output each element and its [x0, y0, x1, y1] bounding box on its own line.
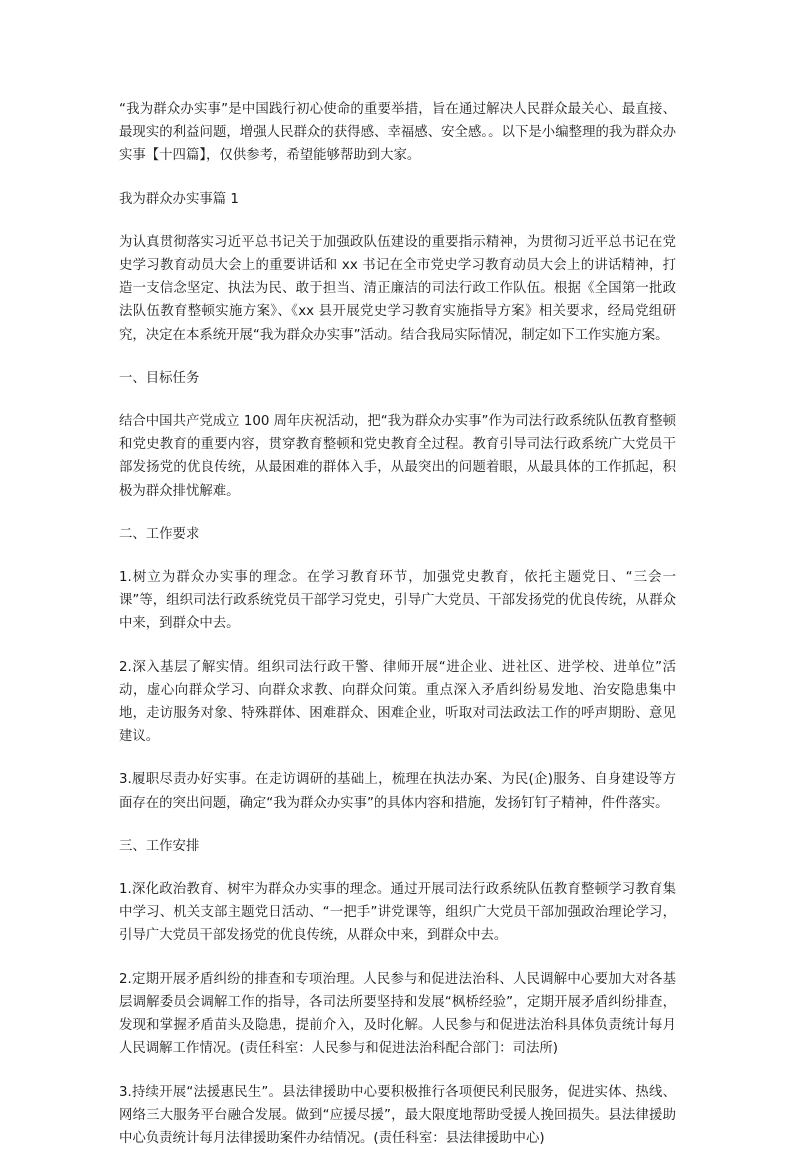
arrangement-item-1: 1.深化政治教育、树牢为群众办实事的理念。通过开展司法行政系统队伍教育整顿学习教育集中学习、机关支部主题党日活动、“一把手”讲党课等，组织广大党员干部加强政治理论学习，引导广大党员干部发扬党的优良传统，从群众中来，到群众中去。 — [119, 878, 676, 948]
document-page — [119, 98, 676, 1150]
background-paragraph: 为认真贯彻落实习近平总书记关于加强政队伍建设的重要指示精神，为贯彻习近平总书记在党史学习教育动员大会上的重要讲话和 xx 书记在全市党史学习教育动员大会上的讲话精神，打造一支信念坚定、执法为民、敢于担当、清正廉洁的司法行政工作队伍。根据《全国第一批政法队伍教育整顿实施方案》、《xx 县开展党史学习教育实施指导方案》相关要求，经局党组研究，决定在本系统开展“我为群众办实事”活动。结合我局实际情况，制定如下工作实施方案。 — [119, 231, 676, 347]
arrangement-item-3: 3.持续开展“法援惠民生”。县法律援助中心要积极推行各项便民利民服务，促进实体、热线、网络三大服务平台融合发展。做到“应援尽援”，最大限度地帮助受援人挽回损失。县法律援助中心负责统计每月法律援助案件办结情况。(责任科室：县法律援助中心) — [119, 1081, 676, 1150]
arrangement-item-2: 2.定期开展矛盾纠纷的排查和专项治理。人民参与和促进法治科、人民调解中心要加大对各基层调解委员会调解工作的指导，各司法所要坚持和发展“枫桥经验”，定期开展矛盾纠纷排查，发现和掌握矛盾苗头及隐患，提前介入，及时化解。人民参与和促进法治科具体负责统计每月人民调解工作情况。(责任科室：人民参与和促进法治科配合部门：司法所) — [119, 968, 676, 1061]
intro-paragraph: “我为群众办实事”是中国践行初心使命的重要举措，旨在通过解决人民群众最关心、最直接、最现实的利益问题，增强人民群众的获得感、幸福感、安全感。。以下是小编整理的我为群众办实事【十四篇】，仅供参考，希望能够帮助到大家。 — [119, 98, 676, 168]
heading-goals: 一、目标任务 — [119, 367, 676, 390]
heading-requirements: 二、工作要求 — [119, 523, 676, 546]
requirement-item-3: 3.履职尽责办好实事。在走访调研的基础上，梳理在执法办案、为民(企)服务、自身建设等方面存在的突出问题，确定“我为群众办实事”的具体内容和措施，发扬钉钉子精神，件件落实。 — [119, 768, 676, 814]
goals-paragraph: 结合中国共产党成立 100 周年庆祝活动，把“我为群众办实事”作为司法行政系统队伍教育整顿和党史教育的重要内容，贯穿教育整顿和党史教育全过程。教育引导司法行政系统广大党员干部发扬党的优良传统，从最困难的群体入手，从最突出的问题着眼，从最具体的工作抓起，积极为群众排忧解难。 — [119, 410, 676, 503]
requirement-item-1: 1.树立为群众办实事的理念。在学习教育环节，加强党史教育，依托主题党日、“三会一课”等，组织司法行政系统党员干部学习党史，引导广大党员、干部发扬党的优良传统，从群众中来，到群众中去。 — [119, 566, 676, 636]
heading-arrangements: 三、工作安排 — [119, 835, 676, 858]
requirement-item-2: 2.深入基层了解实情。组织司法行政干警、律师开展“进企业、进社区、进学校、进单位”活动，虚心向群众学习、向群众求教、向群众问策。重点深入矛盾纠纷易发地、治安隐患集中地，走访服务对象、特殊群体、困难群众、困难企业，听取对司法政法工作的呼声期盼、意见建议。 — [119, 656, 676, 749]
section-title: 我为群众办实事篇 1 — [119, 188, 676, 211]
